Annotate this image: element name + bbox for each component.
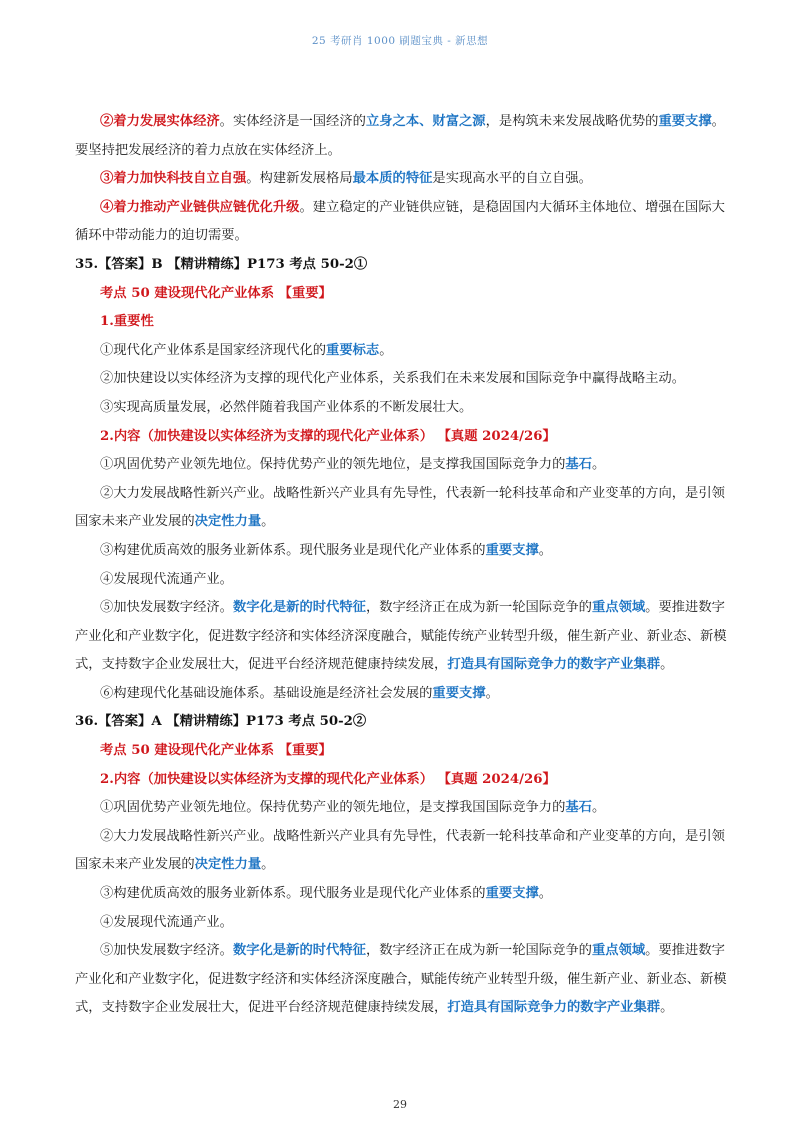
text: ，数字经济正在成为新一轮国际竞争的	[365, 943, 592, 959]
section-35-item-2: ②加快建设以实体经济为支撑的现代化产业体系，关系我们在未来发展和国际竞争中赢得战略主动。	[100, 371, 686, 387]
highlight-blue: 基石	[565, 457, 592, 473]
section-36-content-2	[75, 823, 730, 880]
text: 。	[591, 457, 606, 473]
section-36-content-4: ④发展现代流通产业。	[100, 914, 233, 930]
highlight-red: ②着力发展实体经济	[100, 114, 220, 129]
text: 是实现高水平的自立自强。	[432, 171, 592, 187]
highlight-blue: 最本质的特征	[352, 171, 433, 187]
page-number: 29	[393, 1098, 407, 1111]
paragraph-tech	[75, 165, 730, 194]
text: ③构建优质高效的服务业新体系。现代服务业是现代化产业体系的	[100, 542, 486, 558]
text: ⑥构建现代化基础设施体系。基础设施是经济社会发展的	[100, 685, 433, 701]
text: ①巩固优势产业领先地位。保持优势产业的领先地位，是支撑我国国际竞争力的	[100, 800, 566, 816]
section-35-content-6	[75, 680, 730, 709]
highlight-blue: 重要支撑	[485, 886, 539, 902]
text: ⑤加快发展数字经济。	[100, 943, 233, 959]
highlight-blue: 打造具有国际竞争力的数字产业集群	[447, 657, 661, 673]
text: 。	[261, 857, 275, 873]
section-36-kaodian: 考点 50 建设现代化产业体系 【重要】	[100, 743, 332, 759]
text: ⑤加快发展数字经济。	[100, 600, 233, 616]
text: 。要坚持把发展经济的着力点放在实体经济上。	[75, 114, 725, 158]
page-header: 25 考研肖 1000 刷题宝典 - 新思想	[311, 35, 489, 47]
text: 。	[660, 1000, 674, 1016]
text: 。构建新发展格局	[246, 171, 353, 187]
section-36-heading-2: 2.内容（加快建设以实体经济为支撑的现代化产业体系） 【真题 2024/26】	[100, 771, 556, 787]
highlight-blue: 决定性力量	[194, 514, 262, 530]
section-35-item-3: ③实现高质量发展，必然伴随着我国产业体系的不断发展壮大。	[100, 399, 473, 415]
text: 。	[538, 542, 553, 558]
text: ③构建优质高效的服务业新体系。现代服务业是现代化产业体系的	[100, 886, 486, 902]
section-35-content-4: ④发展现代流通产业。	[100, 571, 233, 587]
question-36-answer: 36.【答案】A 【精讲精练】P173 考点 50-2②	[75, 714, 367, 730]
section-35-kaodian: 考点 50 建设现代化产业体系 【重要】	[100, 285, 332, 301]
highlight-blue: 重点领域	[591, 600, 646, 616]
highlight-blue: 数字化是新的时代特征	[232, 943, 366, 959]
highlight-blue: 重要支撑	[485, 542, 539, 558]
text: 。要推进数字产业化和产业数字化，促进数字经济和实体经济深度融合，赋能传统产业转型升级，催生新产业、新业态、新模式，支持数字企业发展壮大，促进平台经济规范健康持续发展，	[75, 943, 727, 1016]
highlight-blue: 数字化是新的时代特征	[232, 600, 366, 616]
text: ①现代化产业体系是国家经济现代化的	[100, 342, 327, 358]
text: 。	[660, 657, 674, 673]
text: 。	[261, 514, 275, 530]
page-content	[75, 108, 730, 1023]
section-36-content-3	[75, 880, 730, 909]
question-35-answer: 35.【答案】B 【精讲精练】P173 考点 50-2①	[75, 256, 368, 272]
section-35-heading-1: 1.重要性	[100, 314, 154, 330]
text: 。建立稳定的产业链供应链，是稳固国内大循环主体地位、增强在国际大循环中带动能力的迫切需要。	[75, 199, 725, 244]
text: ②大力发展战略性新兴产业。战略性新兴产业具有先导性，代表新一轮科技革命和产业变革的方向，是引领国家未来产业发展的	[75, 828, 725, 873]
text: 。	[538, 886, 553, 902]
text: 。	[485, 685, 499, 701]
text: 。要推进数字产业化和产业数字化，促进数字经济和实体经济深度融合，赋能传统产业转型升级，催生新产业、新业态、新模式，支持数字企业发展壮大，促进平台经济规范健康持续发展，	[75, 600, 727, 673]
paragraph-real-economy	[75, 108, 730, 165]
highlight-blue: 重要支撑	[432, 685, 486, 701]
highlight-blue: 重要标志	[326, 342, 380, 358]
paragraph-supply-chain	[75, 194, 730, 251]
highlight-blue: 打造具有国际竞争力的数字产业集群	[447, 1000, 661, 1016]
highlight-blue: 重要支撑	[658, 114, 712, 129]
section-35-content-1	[75, 451, 730, 480]
section-36-content-5	[75, 937, 730, 1023]
section-36-content-1	[75, 794, 730, 823]
text: ，是构筑未来发展战略优势的	[485, 114, 659, 129]
section-35-content-3	[75, 537, 730, 566]
section-35-item-1	[75, 337, 730, 366]
text: 。	[379, 342, 393, 358]
highlight-blue: 基石	[565, 800, 592, 816]
highlight-red: ③着力加快科技自立自强	[100, 171, 247, 187]
section-35-heading-2: 2.内容（加快建设以实体经济为支撑的现代化产业体系） 【真题 2024/26】	[100, 428, 556, 444]
text: ①巩固优势产业领先地位。保持优势产业的领先地位，是支撑我国国际竞争力的	[100, 457, 566, 473]
highlight-blue: 决定性力量	[194, 857, 262, 873]
text: 。	[591, 800, 606, 816]
text: ②大力发展战略性新兴产业。战略性新兴产业具有先导性，代表新一轮科技革命和产业变革的方向，是引领国家未来产业发展的	[75, 485, 725, 530]
highlight-blue: 立身之本、财富之源	[365, 114, 486, 129]
highlight-red: ④着力推动产业链供应链优化升级	[100, 199, 300, 215]
section-35-content-2	[75, 480, 730, 537]
highlight-blue: 重点领域	[591, 943, 646, 959]
section-35-content-5	[75, 594, 730, 680]
text: ，数字经济正在成为新一轮国际竞争的	[365, 600, 592, 616]
text: 。实体经济是一国经济的	[219, 114, 366, 129]
